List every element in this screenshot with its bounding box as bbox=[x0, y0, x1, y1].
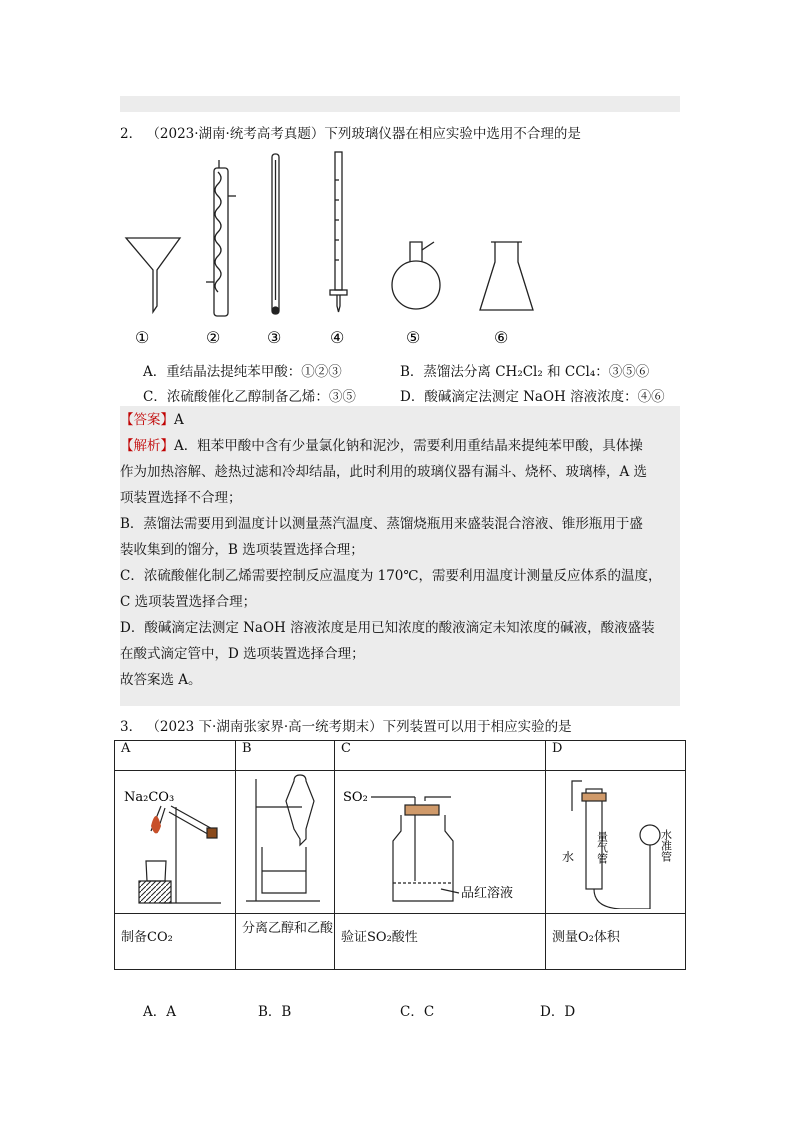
cell-fig-d bbox=[546, 771, 686, 914]
q3-apparatus-table bbox=[114, 740, 686, 970]
level-tube-label: 水准管 bbox=[659, 829, 673, 862]
caption-c: 验证SO₂酸性 bbox=[335, 914, 546, 970]
q2-option-a: A．重结晶法提纯苯甲酸：①②③ bbox=[143, 364, 342, 380]
caption-b: 分离乙醇和乙酸 bbox=[236, 914, 335, 970]
cell-fig-b bbox=[236, 771, 335, 914]
analysis-line: C 选项装置选择合理； bbox=[120, 594, 257, 610]
q3-stem bbox=[120, 715, 572, 735]
q2-text: 下列玻璃仪器在相应实验中选用不合理的是 bbox=[324, 126, 581, 142]
answer-value: A bbox=[174, 412, 184, 428]
heating-test-tube-figure bbox=[121, 771, 231, 909]
analysis-line: 装收集到的馏分，B 选项装置选择合理； bbox=[120, 542, 364, 558]
q3-option-c: C．C bbox=[400, 1004, 435, 1020]
q3-option-a: A．A bbox=[143, 1004, 176, 1020]
burette-icon bbox=[330, 152, 347, 312]
thermometer-icon bbox=[272, 154, 279, 314]
header-c: C bbox=[335, 741, 546, 771]
erlenmeyer-flask-icon bbox=[480, 242, 533, 310]
q3-option-d: D．D bbox=[540, 1004, 576, 1020]
q2-option-b: B．蒸馏法分离 CH₂Cl₂ 和 CCl₄：③⑤⑥ bbox=[400, 364, 650, 380]
q3-option-b: B．B bbox=[258, 1004, 292, 1020]
q3-number: 3． bbox=[120, 719, 143, 735]
analysis-line: B．蒸馏法需要用到温度计以测量蒸汽温度、蒸馏烧瓶用来盛装混合溶液、锥形瓶用于盛 bbox=[120, 516, 643, 532]
gas-measuring-figure bbox=[552, 771, 682, 909]
gas-tube-label: 量气管 bbox=[595, 831, 609, 864]
analysis-line: 故答案选 A。 bbox=[120, 672, 202, 688]
q2-number: 2． bbox=[120, 126, 143, 142]
analysis-line: 在酸式滴定管中，D 选项装置选择合理； bbox=[120, 646, 365, 662]
header-d: D bbox=[546, 741, 686, 771]
label-3: ③ bbox=[267, 328, 282, 347]
answer-tag: 【答案】 bbox=[120, 412, 174, 428]
caption-a: 制备CO₂ bbox=[115, 914, 236, 970]
analysis-line: C．浓硫酸催化制乙烯需要控制反应温度为 170℃，需要利用温度计测量反应体系的温度， bbox=[120, 568, 662, 584]
q2-source: （2023·湖南·统考高考真题） bbox=[146, 126, 325, 142]
cell-fig-c bbox=[335, 771, 546, 914]
q3-text: 下列装置可以用于相应实验的是 bbox=[382, 719, 572, 735]
header-a: A bbox=[115, 741, 236, 771]
analysis-line: 项装置选择不合理； bbox=[120, 490, 242, 506]
answer-analysis-box bbox=[120, 406, 680, 706]
pinhong-solution-label: 品红溶液 bbox=[461, 886, 514, 901]
q2-stem bbox=[120, 122, 581, 142]
q2-option-d: D．酸碱滴定法测定 NaOH 溶液浓度：④⑥ bbox=[400, 389, 665, 405]
label-5: ⑤ bbox=[406, 328, 421, 347]
condenser-icon bbox=[206, 160, 236, 316]
water-label: 水 bbox=[562, 850, 575, 864]
analysis-text: A．粗苯甲酸中含有少量氯化钠和泥沙，需要利用重结晶来提纯苯甲酸，具体操 bbox=[174, 438, 643, 454]
analysis-line: D．酸碱滴定法测定 NaOH 溶液浓度是用已知浓度的酸液滴定未知浓度的碱液，酸液盛装 bbox=[120, 620, 655, 636]
analysis-line bbox=[120, 436, 643, 456]
q3-source: （2023 下·湖南张家界·高一统考期末） bbox=[146, 719, 383, 735]
analysis-line: 作为加热溶解、趁热过滤和冷却结晶，此时利用的玻璃仪器有漏斗、烧杯、玻璃棒，A 选 bbox=[120, 464, 648, 480]
table-header-row bbox=[115, 741, 686, 771]
analysis-tag: 【解析】 bbox=[120, 438, 174, 454]
q2-glassware-figure bbox=[118, 150, 558, 350]
table-caption-row bbox=[115, 914, 686, 970]
label-6: ⑥ bbox=[494, 328, 509, 347]
top-gray-bar bbox=[120, 96, 680, 112]
funnel-icon bbox=[126, 238, 180, 312]
table-figure-row bbox=[115, 771, 686, 914]
so2-label: SO₂ bbox=[343, 790, 368, 805]
label-1: ① bbox=[135, 328, 150, 347]
gas-washing-bottle-figure bbox=[341, 771, 537, 909]
header-b: B bbox=[236, 741, 335, 771]
caption-d: 测量O₂体积 bbox=[546, 914, 686, 970]
label-2: ② bbox=[206, 328, 221, 347]
separatory-funnel-figure bbox=[242, 771, 328, 909]
na2co3-label: Na₂CO₃ bbox=[124, 790, 175, 805]
q2-option-c: C．浓硫酸催化乙醇制备乙烯：③⑤ bbox=[143, 389, 356, 405]
round-flask-icon bbox=[392, 242, 440, 309]
cell-fig-a bbox=[115, 771, 236, 914]
label-4: ④ bbox=[330, 328, 345, 347]
answer-line bbox=[120, 410, 184, 430]
